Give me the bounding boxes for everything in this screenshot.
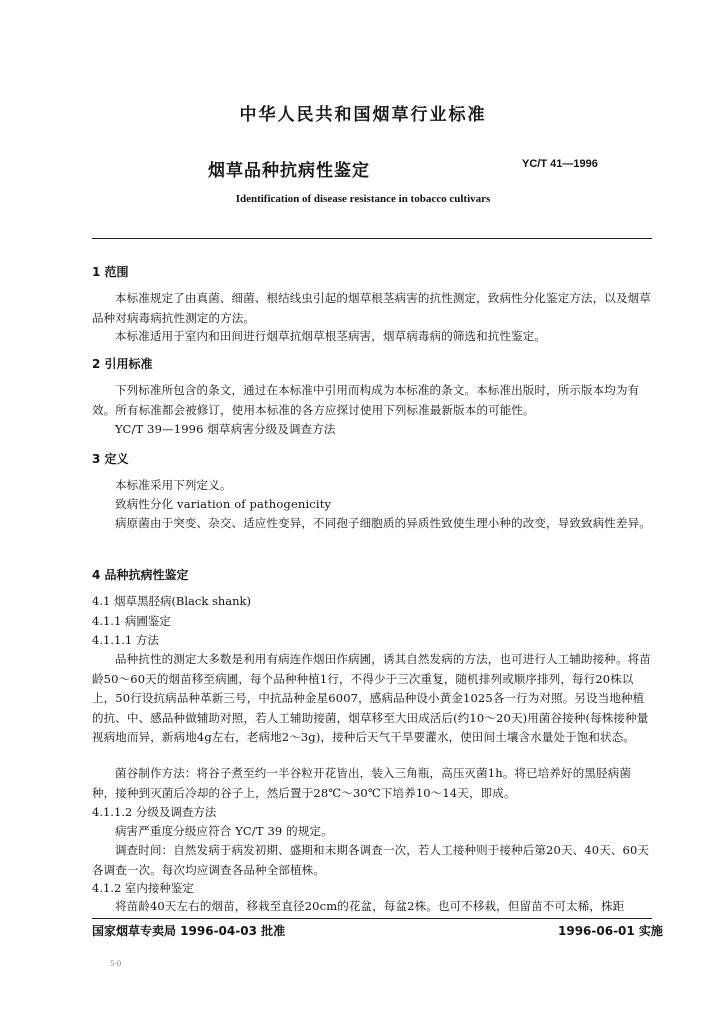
section-2-para-1: 下列标准所包含的条文，通过在本标准中引用而构成为本标准的条文。本标准出版时，所示版本均为有效。所有标准都会被修订，使用本标准的各方应探讨使用下列标准最新版本的可能性。 <box>92 383 640 417</box>
clause-4-1-1-heading: 4.1.1 病圃鉴定 <box>92 614 171 628</box>
footer-rule <box>92 918 652 919</box>
clause-4-1-2-heading: 4.1.2 室内接种鉴定 <box>92 881 194 895</box>
section-2-heading: 2 引用标准 <box>92 357 153 371</box>
section-1-heading: 1 范围 <box>92 265 129 279</box>
clause-4-1-1-1-heading: 4.1.1.1 方法 <box>92 633 159 647</box>
page-mark: 5-0 <box>110 960 122 968</box>
section-1-para-2: 本标准适用于室内和田间进行烟草抗烟草根茎病害，烟草病毒病的筛选和抗性鉴定。 <box>115 329 547 343</box>
clause-4-1-heading: 4.1 烟草黑胫病(Black shank) <box>92 594 252 608</box>
section-1-para-1: 本标准规定了由真菌、细菌、根结线虫引起的烟草根茎病害的抗性测定，致病性分化鉴定方法，以及烟草品种对病毒病抗性测定的方法。 <box>92 291 651 325</box>
document-title: 烟草品种抗病性鉴定 <box>208 161 370 181</box>
section-3-term: 致病性分化 variation of pathogenicity <box>115 497 332 511</box>
english-title: Identification of disease resistance in tobacco cultivars <box>235 193 491 205</box>
clause-4-1-2-para-1: 将苗龄40天左右的烟苗，移栽至直径20cm的花盆，每盆2株。也可不移栽，但留苗不可太稀，株距 <box>115 899 625 913</box>
clause-4-1-1-1-para-2: 菌谷制作方法：将谷子煮至约一半谷粒开花皆出，装入三角瓶，高压灭菌1h。将已培养好的黑胫病菌种，接种到灭菌后冷却的谷子上，然后置于28℃～30℃下培养10～14天，即成。 <box>92 766 631 800</box>
clause-4-1-1-2-para-1: 病害严重度分级应符合 YC/T 39 的规定。 <box>115 824 333 838</box>
clause-4-1-1-2-para-2: 调查时间：自然发病于病发初期、盛期和末期各调查一次，若人工接种则于接种后第20天、40天、60天各调查一次。每次均应调查各品种全部植株。 <box>92 843 650 877</box>
clause-4-1-1-1-para-1: 品种抗性的测定大多数是利用有病连作烟田作病圃，诱其自然发病的方法，也可进行人工辅助接种。将苗龄50～60天的烟苗移至病圃，每个品种种植1行，不得少于三次重复，随机排列或顺序排列，每行20株以上，50行设抗病品种革新三号，中抗品种金星6007，感病品种设小黄金1025各一行为对照。另设当地种植的抗、中、感品种做辅助对照，若人工辅助接菌，烟草移至大田成活后(约10～20天)用菌谷接种(每株接种量视病地而异，新病地4g左右，老病地2～3g)，接种后天气干旱要灌水，使田间土壤含水量处于饱和状态。 <box>92 652 651 744</box>
section-3-heading: 3 定义 <box>92 452 129 466</box>
section-3-para-2: 病原菌由于突变、杂交、适应性变异，不同孢子细胞质的异质性致使生理小种的改变，导致致病性差异。 <box>115 516 651 530</box>
standard-org: 中华人民共和国烟草行业标准 <box>239 105 487 125</box>
section-2-reference: YC/T 39—1996 烟草病害分级及调查方法 <box>115 422 336 436</box>
clause-4-1-1-2-heading: 4.1.1.2 分级及调查方法 <box>92 805 217 819</box>
implementation-date: 1996-06-01 实施 <box>558 924 663 938</box>
header-rule <box>92 238 652 239</box>
standard-code: YC/T 41—1996 <box>522 158 598 170</box>
section-4-heading: 4 品种抗病性鉴定 <box>92 568 189 582</box>
approval-info: 国家烟草专卖局 1996-04-03 批准 <box>92 924 286 938</box>
section-3-para-1: 本标准采用下列定义。 <box>115 478 232 492</box>
